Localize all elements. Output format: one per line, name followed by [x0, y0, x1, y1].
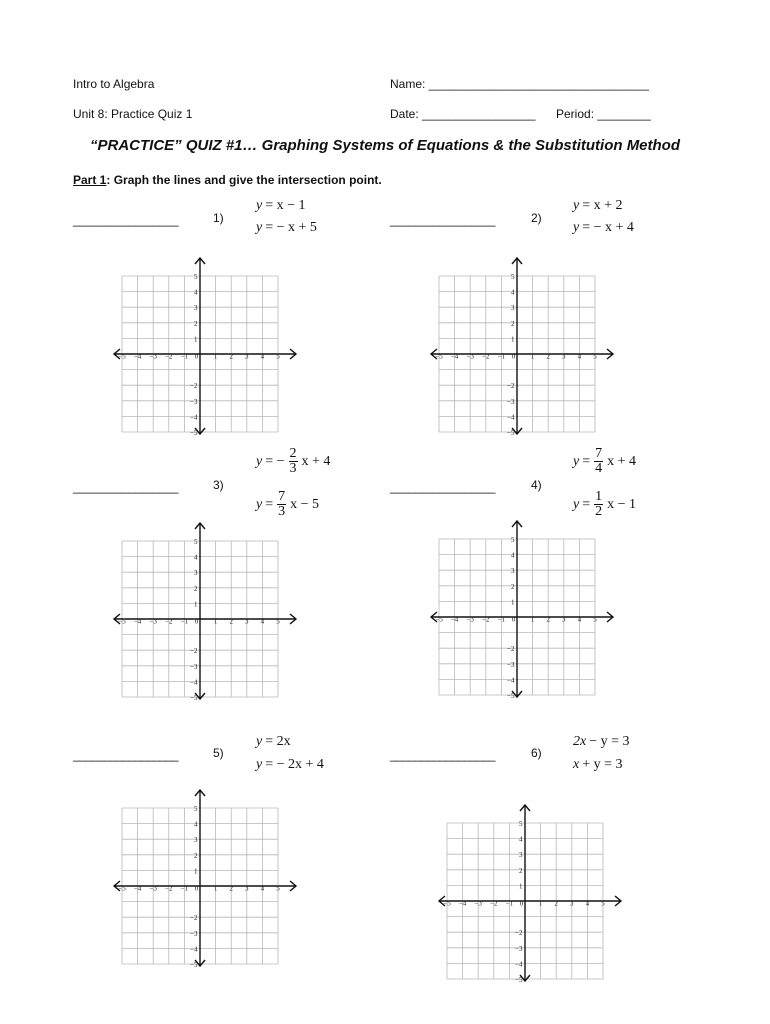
equation-second: [573, 490, 636, 519]
x-tick-label: 0: [194, 884, 199, 893]
eq-lhs: y: [256, 220, 263, 235]
coordinate-grid[interactable]: [427, 255, 617, 437]
problem-number: 5): [213, 746, 224, 760]
x-tick-label: −5: [118, 884, 126, 893]
y-tick-label: 3: [194, 836, 198, 845]
x-tick-label: 2: [229, 617, 233, 626]
y-tick-label: 1: [511, 335, 515, 344]
y-tick-label: 1: [511, 598, 515, 607]
x-tick-label: 3: [245, 352, 249, 361]
x-tick-label: 3: [245, 884, 249, 893]
x-tick-label: 1: [213, 617, 218, 626]
fraction-denominator: 2: [595, 504, 603, 519]
eq-fraction: [277, 490, 286, 519]
eq-lhs: 2x: [573, 734, 587, 749]
equation-second: [256, 220, 320, 236]
x-tick-label: 5: [276, 352, 280, 361]
fraction-numerator: 7: [278, 489, 286, 504]
y-tick-label: 4: [194, 288, 198, 297]
x-tick-label: −3: [466, 352, 474, 361]
equation-second: [256, 757, 327, 773]
period-field[interactable]: Period: ________: [556, 107, 651, 121]
x-tick-label: 5: [276, 884, 280, 893]
x-tick-label: 2: [546, 352, 550, 361]
y-tick-label: −3: [507, 397, 515, 406]
x-tick-label: 0: [194, 617, 199, 626]
eq-pre: = − x + 4: [582, 220, 634, 235]
y-tick-label: −2: [190, 914, 198, 923]
problem-number: 2): [531, 211, 542, 225]
x-tick-label: 1: [530, 352, 535, 361]
eq-lhs: x: [573, 757, 580, 772]
x-tick-label: 2: [546, 615, 550, 624]
eq-lhs: y: [573, 220, 580, 235]
y-tick-label: 1: [194, 867, 198, 876]
y-tick-label: −5: [507, 692, 515, 700]
y-tick-label: −2: [507, 645, 515, 654]
x-tick-label: −3: [149, 352, 157, 361]
equation-second: [573, 757, 626, 773]
y-tick-label: −5: [190, 694, 198, 702]
x-tick-label: −3: [149, 884, 157, 893]
equation-first: [256, 198, 309, 214]
y-tick-label: 5: [511, 536, 515, 544]
x-tick-label: −1: [497, 352, 506, 361]
fraction-denominator: 4: [595, 461, 603, 476]
eq-pre: − y = 3: [589, 734, 630, 749]
y-tick-label: 5: [511, 273, 515, 281]
y-tick-label: 3: [511, 304, 515, 313]
part-heading: [73, 173, 382, 187]
x-tick-label: −1: [180, 352, 189, 361]
problem-number: 4): [531, 478, 542, 492]
eq-fraction: [594, 490, 603, 519]
y-tick-label: −3: [190, 397, 198, 406]
y-tick-label: 2: [511, 582, 515, 591]
y-tick-label: −4: [507, 413, 515, 422]
x-tick-label: −1: [180, 617, 189, 626]
x-tick-label: −4: [133, 884, 142, 893]
y-tick-label: 5: [194, 805, 198, 813]
x-tick-label: −1: [505, 899, 514, 908]
y-tick-label: −2: [190, 647, 198, 656]
x-tick-label: 3: [570, 899, 574, 908]
y-tick-label: −3: [190, 929, 198, 938]
x-tick-label: −2: [482, 615, 490, 624]
y-tick-label: 3: [194, 304, 198, 313]
equation-first: [256, 734, 294, 750]
x-tick-label: 2: [554, 899, 558, 908]
x-tick-label: 0: [194, 352, 199, 361]
x-tick-label: −5: [118, 617, 126, 626]
x-tick-label: −1: [497, 615, 506, 624]
x-tick-label: 1: [213, 884, 218, 893]
x-tick-label: −4: [450, 352, 459, 361]
y-tick-label: 5: [194, 538, 198, 546]
equation-first: [573, 447, 636, 476]
x-tick-label: 2: [229, 884, 233, 893]
eq-lhs: y: [573, 496, 580, 512]
y-tick-label: −5: [515, 976, 523, 984]
x-tick-label: 4: [577, 352, 582, 361]
answer-blank[interactable]: _________________: [73, 748, 178, 762]
problem-number: 3): [213, 478, 224, 492]
part-label: Part 1: [73, 173, 107, 187]
x-tick-label: −1: [180, 884, 189, 893]
fraction-numerator: 1: [595, 489, 603, 504]
x-tick-label: −2: [165, 884, 173, 893]
eq-pre: =: [582, 496, 591, 512]
y-tick-label: 5: [194, 273, 198, 281]
equation-second: [256, 490, 319, 519]
fraction-denominator: 3: [289, 461, 297, 476]
eq-lhs: y: [256, 198, 263, 213]
eq-lhs: y: [256, 453, 263, 469]
fraction-numerator: 7: [595, 446, 603, 461]
equation-first: [573, 734, 633, 750]
x-tick-label: −4: [458, 899, 467, 908]
eq-pre: = − x + 5: [265, 220, 317, 235]
eq-lhs: y: [573, 198, 580, 213]
eq-pre: = x − 1: [265, 198, 306, 213]
x-tick-label: 0: [511, 615, 516, 624]
y-tick-label: −2: [515, 929, 523, 938]
x-tick-label: −3: [474, 899, 482, 908]
x-tick-label: 3: [562, 352, 566, 361]
x-tick-label: 2: [229, 352, 233, 361]
eq-pre: = − 2x + 4: [265, 757, 324, 772]
eq-pre: + y = 3: [582, 757, 623, 772]
y-tick-label: 2: [194, 319, 198, 328]
y-tick-label: 3: [519, 851, 523, 860]
y-tick-label: −3: [507, 660, 515, 669]
y-tick-label: −4: [507, 676, 515, 685]
eq-lhs: y: [256, 734, 263, 749]
x-tick-label: −3: [466, 615, 474, 624]
eq-pre: =: [582, 453, 591, 469]
x-tick-label: 1: [538, 899, 543, 908]
fraction-numerator: 2: [289, 446, 297, 461]
date-field[interactable]: Date: _________________: [390, 107, 536, 121]
answer-blank[interactable]: _________________: [73, 213, 178, 227]
x-tick-label: −5: [118, 352, 126, 361]
y-tick-label: 5: [519, 820, 523, 828]
x-tick-label: 5: [601, 899, 605, 908]
problem-number: 6): [531, 746, 542, 760]
equation-second: [573, 220, 637, 236]
y-tick-label: 2: [511, 319, 515, 328]
y-tick-label: 1: [194, 335, 198, 344]
x-tick-label: −4: [133, 352, 142, 361]
coordinate-grid[interactable]: [427, 518, 617, 700]
x-tick-label: −4: [450, 615, 459, 624]
answer-blank[interactable]: _________________: [390, 480, 495, 494]
eq-pre: = 2x: [265, 734, 291, 749]
eq-lhs: y: [256, 496, 263, 512]
page-title: “PRACTICE” QUIZ #1… Graphing Systems of Equations & the Substitution Method: [89, 137, 681, 154]
eq-post: x − 5: [290, 496, 320, 512]
y-tick-label: −5: [190, 961, 198, 969]
eq-fraction: [594, 447, 603, 476]
x-tick-label: −3: [149, 617, 157, 626]
x-tick-label: 4: [260, 884, 265, 893]
answer-blank[interactable]: _________________: [390, 213, 495, 227]
x-tick-label: 0: [519, 899, 524, 908]
y-tick-label: 2: [194, 584, 198, 593]
coordinate-grid[interactable]: [435, 802, 625, 984]
y-tick-label: 4: [511, 288, 515, 297]
x-tick-label: 0: [511, 352, 516, 361]
y-tick-label: −5: [507, 429, 515, 437]
answer-blank[interactable]: _________________: [390, 748, 495, 762]
x-tick-label: 3: [245, 617, 249, 626]
y-tick-label: 4: [511, 551, 515, 560]
x-tick-label: −5: [435, 352, 443, 361]
y-tick-label: −2: [507, 382, 515, 391]
coordinate-grid[interactable]: [110, 520, 300, 702]
x-tick-label: −5: [435, 615, 443, 624]
x-tick-label: 5: [593, 352, 597, 361]
y-tick-label: 4: [194, 553, 198, 562]
x-tick-label: −2: [490, 899, 498, 908]
y-tick-label: −2: [190, 382, 198, 391]
eq-post: x + 4: [607, 453, 637, 469]
y-tick-label: 2: [519, 866, 523, 875]
y-tick-label: 3: [194, 569, 198, 578]
y-tick-label: −3: [190, 662, 198, 671]
y-tick-label: −4: [190, 945, 198, 954]
eq-pre: = −: [265, 453, 285, 469]
eq-lhs: y: [573, 453, 580, 469]
eq-pre: = x + 2: [582, 198, 623, 213]
name-field[interactable]: Name: _________________________________: [390, 77, 649, 91]
y-tick-label: −4: [190, 413, 198, 422]
course-name: Intro to Algebra: [73, 77, 155, 91]
x-tick-label: −2: [482, 352, 490, 361]
x-tick-label: −2: [165, 352, 173, 361]
x-tick-label: 1: [530, 615, 535, 624]
fraction-denominator: 3: [278, 504, 286, 519]
unit-name: Unit 8: Practice Quiz 1: [73, 107, 193, 121]
x-tick-label: 4: [260, 352, 265, 361]
y-tick-label: 3: [511, 567, 515, 576]
y-tick-label: 4: [519, 835, 523, 844]
equation-first: [573, 198, 626, 214]
y-tick-label: −5: [190, 429, 198, 437]
y-tick-label: 4: [194, 820, 198, 829]
x-tick-label: −5: [443, 899, 451, 908]
y-tick-label: −4: [515, 960, 523, 969]
x-tick-label: −2: [165, 617, 173, 626]
x-tick-label: 4: [260, 617, 265, 626]
eq-post: x − 1: [607, 496, 637, 512]
y-tick-label: 2: [194, 851, 198, 860]
y-tick-label: 1: [519, 882, 523, 891]
x-tick-label: 1: [213, 352, 218, 361]
x-tick-label: 3: [562, 615, 566, 624]
coordinate-grid[interactable]: [110, 787, 300, 969]
y-tick-label: −3: [515, 944, 523, 953]
x-tick-label: 5: [593, 615, 597, 624]
coordinate-grid[interactable]: [110, 255, 300, 437]
equation-first: [256, 447, 330, 476]
eq-fraction: [289, 447, 298, 476]
x-tick-label: −4: [133, 617, 142, 626]
x-tick-label: 4: [585, 899, 590, 908]
answer-blank[interactable]: _________________: [73, 480, 178, 494]
y-tick-label: −4: [190, 678, 198, 687]
x-tick-label: 4: [577, 615, 582, 624]
eq-pre: =: [265, 496, 274, 512]
problem-number: 1): [213, 211, 224, 225]
eq-lhs: y: [256, 757, 263, 772]
y-tick-label: 1: [194, 600, 198, 609]
eq-post: x + 4: [301, 453, 331, 469]
part-instruction: : Graph the lines and give the intersection point.: [106, 173, 382, 187]
x-tick-label: 5: [276, 617, 280, 626]
